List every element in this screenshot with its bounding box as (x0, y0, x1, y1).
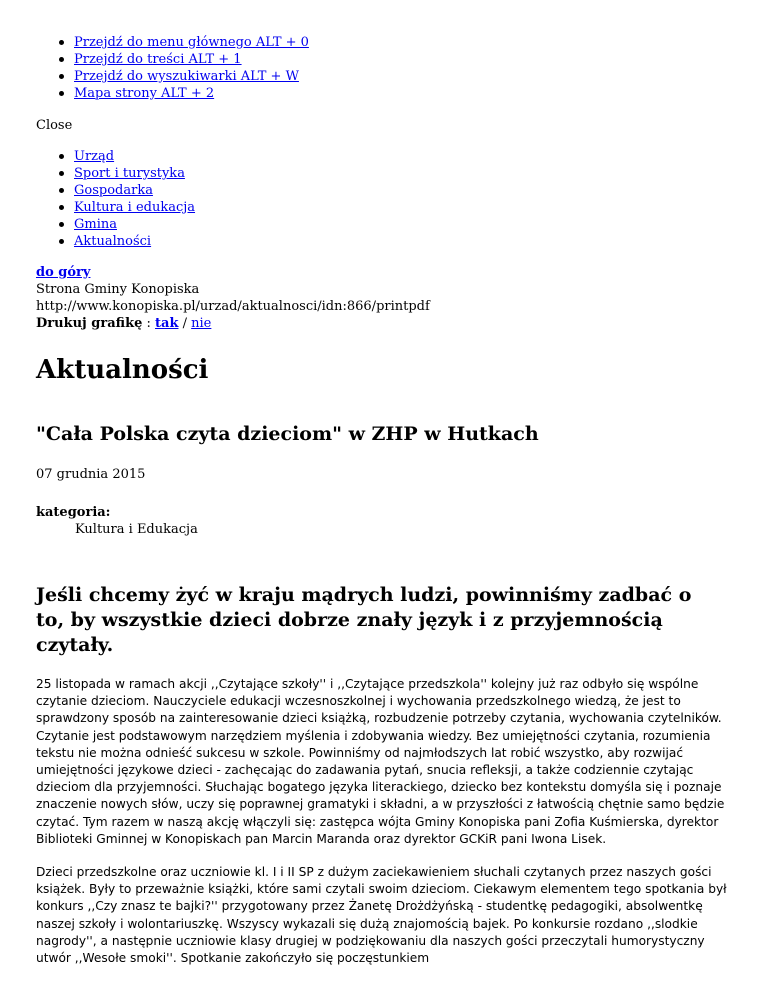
print-graphics-no-link[interactable]: nie (191, 316, 212, 331)
bullet-icon (59, 171, 64, 176)
skip-to-content-link[interactable]: Przejdź do treści ALT + 1 (74, 52, 242, 67)
menu-item (74, 216, 732, 233)
menu-item (74, 199, 732, 216)
menu-item-gmina[interactable]: Gmina (74, 217, 117, 232)
main-menu (36, 148, 732, 250)
print-graphics-row (36, 315, 732, 332)
bullet-icon (59, 239, 64, 244)
article-date: 07 grudnia 2015 (36, 467, 146, 482)
category-label: kategoria: (36, 505, 111, 520)
close-label[interactable]: Close (36, 118, 73, 133)
skip-to-main-menu-link[interactable]: Przejdź do menu głównego ALT + 0 (74, 35, 309, 50)
bullet-icon (59, 154, 64, 159)
skip-link-item (74, 85, 732, 102)
bullet-icon (59, 222, 64, 227)
print-graphics-separator: : (146, 316, 151, 331)
print-graphics-label: Drukuj grafikę (36, 316, 143, 331)
menu-item-sport[interactable]: Sport i turystyka (74, 166, 185, 181)
page-title: Aktualności (36, 355, 209, 385)
print-graphics-slash: / (182, 316, 187, 331)
article-category (36, 504, 732, 538)
menu-item (74, 165, 732, 182)
top-link-row (36, 264, 732, 281)
menu-item (74, 148, 732, 165)
sitemap-link[interactable]: Mapa strony ALT + 2 (74, 86, 215, 101)
skip-link-item (74, 34, 732, 51)
article-lead: Jeśli chcemy żyć w kraju mądrych ludzi, powinniśmy zadbać o to, by wszystkie dzieci dobrze znały język i z przyjemnością czytały. (36, 584, 692, 656)
article-paragraph: 25 listopada w ramach akcji ,,Czytające szkoły'' i ,,Czytające przedszkola'' kolejny już raz odbyło się wspólne czytanie dzieciom. Nauczyciele edukacji wczesnoszkolnej i wychowania przedszkolnego wiedzą, że jest to sprawdzony sposób na zainteresowanie dzieci książką, rozbudzenie potrzeby czytania, wychowania czytelników. Czytanie jest podstawowym narzędziem myślenia i zdobywania wiedzy. Bez umiejętności czytania, rozumienia tekstu nie można odnieść sukcesu w szkole. Powinniśmy od najmłodszych lat robić wszystko, aby rozwijać umiejętności językowe dzieci - zachęcając do zadawania pytań, snucia refleksji, a także codziennie czytając dzieciom dla przyjemności. Słuchając bogatego języka literackiego, dziecko bez kontekstu domyśla się i poznaje znaczenie nowych słów, uczy się poprawnej gramatyki i składni, a w przyszłości z łatwością chętnie samo będzie czytać. Tym razem w naszą akcję włączyli się: zastępca wójta Gminy Konopiska pani Zofia Kuśmierska, dyrektor Biblioteki Gminnej w Konopiskach pan Marcin Maranda oraz dyrektor GCKiR pani Iwona Lisek. (36, 677, 725, 846)
article-paragraph: Dzieci przedszkolne oraz uczniowie kl. I i II SP z dużym zaciekawieniem słuchali czytanych przez naszych gości książek. Były to przeważnie książki, które sami czytali swoim dzieciom. Ciekawym elementem tego spotkania był konkurs ,,Czy znasz te bajki?'' przygotowany przez Żanetę Drożdżyńską - studentkę pedagogiki, absolwentkę naszej szkoły i wolontariuszkę. Wszyscy wykazali się dużą znajomością bajek. Po konkursie rozdano ,,slodkie nagrody'', a następnie uczniowie klasy drugiej w podziękowaniu dla naszych gości przeczytali humorystyczny utwór ,,Wesołe smoki''. Spotkanie zakończyło się poczęstunkiem (36, 865, 727, 966)
menu-item (74, 182, 732, 199)
bullet-icon (59, 74, 64, 79)
skip-link-item (74, 68, 732, 85)
menu-item-urzad[interactable]: Urząd (74, 149, 115, 164)
skip-link-item (74, 51, 732, 68)
category-value: Kultura i Edukacja (75, 522, 198, 537)
menu-item-kultura[interactable]: Kultura i edukacja (74, 200, 196, 215)
bullet-icon (59, 40, 64, 45)
article-title: "Cała Polska czyta dzieciom" w ZHP w Hutkach (36, 423, 539, 445)
skip-links (36, 34, 732, 102)
bullet-icon (59, 188, 64, 193)
menu-item-aktualnosci[interactable]: Aktualności (74, 234, 152, 249)
print-graphics-yes-link[interactable]: tak (155, 316, 179, 331)
skip-to-search-link[interactable]: Przejdź do wyszukiwarki ALT + W (74, 69, 299, 84)
bullet-icon (59, 57, 64, 62)
print-url: http://www.konopiska.pl/urzad/aktualnosci/idn:866/printpdf (36, 299, 430, 314)
menu-item (74, 233, 732, 250)
bullet-icon (59, 91, 64, 96)
site-name: Strona Gminy Konopiska (36, 282, 200, 297)
bullet-icon (59, 205, 64, 210)
back-to-top-link[interactable]: do góry (36, 265, 91, 280)
menu-item-gospodarka[interactable]: Gospodarka (74, 183, 153, 198)
